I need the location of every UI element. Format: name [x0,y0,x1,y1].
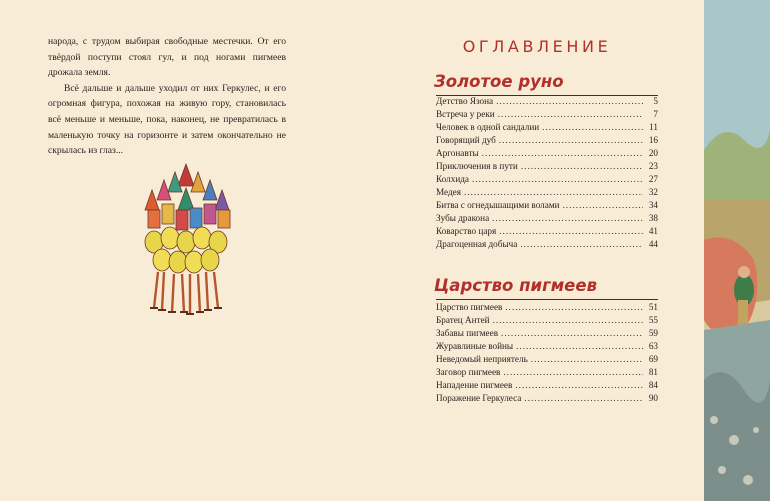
story-paragraph-1: народа, с трудом выбирая свободные местечки. От его твёрдой поступи стоял гул, и под ногами пигмеев дрожала земля. [48,36,286,79]
section-title-golden-fleece: Золотое руно [434,72,564,91]
leader-dots [499,134,643,147]
toc-entry[interactable]: Царство пигмеев ..... 51 [436,301,658,314]
leader-dots [524,392,643,405]
toc-entry[interactable]: Детство Язона ..... 5 [436,95,658,108]
leader-dots [563,199,643,212]
toc-entry[interactable]: Коварство царя ..... 41 [436,225,658,238]
landscape-edge-illustration [704,0,770,501]
toc-entry[interactable]: Братец Антей ..... 55 [436,314,658,327]
leader-dots [493,314,643,327]
leader-dots [501,327,643,340]
toc-entry[interactable]: Драгоценная добыча ..... 44 [436,238,658,251]
leader-dots [505,301,643,314]
toc-entry[interactable]: Медея ..... 32 [436,186,658,199]
toc-entry[interactable]: Приключения в пути ..... 23 [436,160,658,173]
toc-entry[interactable]: Поражение Геркулеса ..... 90 [436,392,658,405]
right-page [370,0,704,501]
story-text [48,34,286,159]
toc-entry[interactable]: Журавлиные войны ..... 63 [436,340,658,353]
leader-dots [503,366,643,379]
story-paragraph-2: Всё дальше и дальше уходил от них Геркулес, и его огромная фигура, похожая на живую гору, становилась всё меньше и меньше, пока, наконец, не превратилась в маленькую точку на горизонте и затем окончательно не скрылась из глаз... [48,82,286,157]
toc-title: ОГЛАВЛЕНИЕ [462,37,612,56]
leader-dots [542,121,643,134]
toc-entry[interactable]: Аргонавты ..... 20 [436,147,658,160]
toc-entry[interactable]: Заговор пигмеев ..... 81 [436,366,658,379]
toc-entry[interactable]: Забавы пигмеев ..... 59 [436,327,658,340]
leader-dots [515,379,643,392]
left-page [0,0,370,501]
toc-entry[interactable]: Встреча у реки ..... 7 [436,108,658,121]
leader-dots [531,353,643,366]
section-title-pygmy-kingdom: Царство пигмеев [434,276,598,295]
section-rule [436,299,658,300]
leader-dots [496,95,643,108]
leader-dots [521,160,643,173]
toc-entry[interactable]: Человек в одной сандалии ..... 11 [436,121,658,134]
toc-list-pygmy-kingdom [436,301,658,405]
leader-dots [498,108,643,121]
toc-entry[interactable]: Говорящий дуб ..... 16 [436,134,658,147]
toc-list-golden-fleece [436,95,658,251]
leader-dots [520,238,643,251]
leader-dots [482,147,643,160]
leader-dots [516,340,643,353]
toc-entry[interactable]: Зубы дракона ..... 38 [436,212,658,225]
leader-dots [472,173,643,186]
leader-dots [492,212,643,225]
leader-dots [464,186,643,199]
pygmy-tower-illustration [128,158,248,320]
toc-entry[interactable]: Колхида ..... 27 [436,173,658,186]
leader-dots [499,225,643,238]
toc-entry[interactable]: Неведомый неприятель ..... 69 [436,353,658,366]
toc-entry[interactable]: Нападение пигмеев ..... 84 [436,379,658,392]
toc-entry[interactable]: Битва с огнедышащими волами ..... 34 [436,199,658,212]
